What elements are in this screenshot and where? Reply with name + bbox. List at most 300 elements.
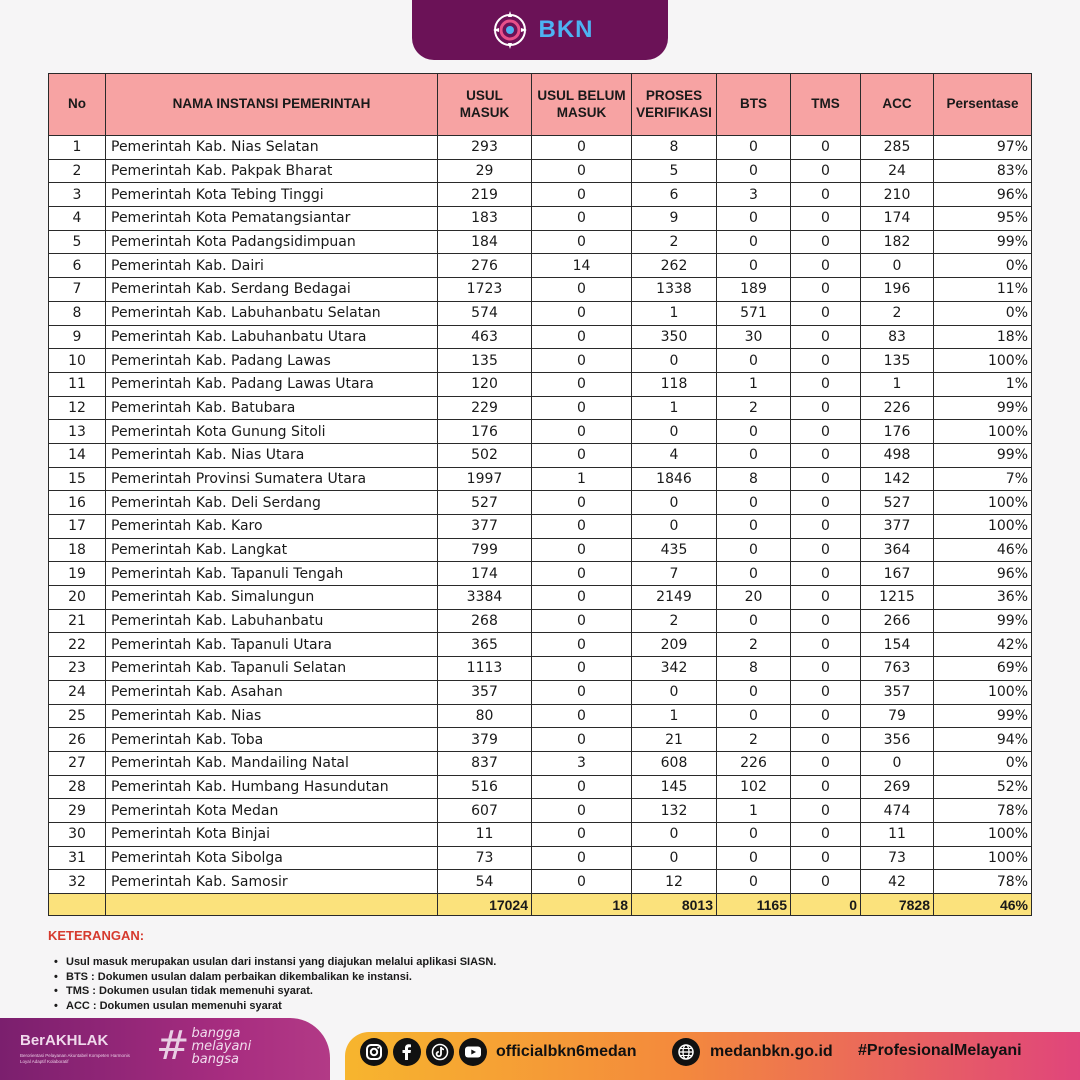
- cell-usul-belum-masuk: 0: [532, 728, 632, 752]
- cell-usul-masuk: 73: [438, 846, 532, 870]
- cell-no: 14: [49, 443, 106, 467]
- cell-persentase: 96%: [934, 183, 1032, 207]
- note-item: • BTS : Dokumen usulan dalam perbaikan dikembalikan ke instansi.: [54, 970, 748, 985]
- cell-tms: 0: [791, 230, 861, 254]
- col-header-acc: ACC: [861, 74, 934, 136]
- cell-tms: 0: [791, 775, 861, 799]
- cell-usul-masuk: 176: [438, 420, 532, 444]
- table-total-row: [49, 894, 1032, 916]
- cell-persentase: 7%: [934, 467, 1032, 491]
- cell-proses-verifikasi: 608: [632, 751, 717, 775]
- cell-instansi: Pemerintah Kab. Toba: [106, 728, 438, 752]
- cell-bts: 0: [717, 136, 791, 160]
- note-item: • TMS : Dokumen usulan tidak memenuhi syarat.: [54, 984, 748, 999]
- footer-left-panel: [0, 1018, 330, 1080]
- cell-instansi: Pemerintah Kab. Nias: [106, 704, 438, 728]
- cell-acc: 174: [861, 207, 934, 231]
- cell-usul-masuk: 276: [438, 254, 532, 278]
- cell-no: 16: [49, 491, 106, 515]
- globe-icon: [672, 1038, 700, 1066]
- cell-persentase: 99%: [934, 396, 1032, 420]
- cell-no: 21: [49, 609, 106, 633]
- cell-persentase: 1%: [934, 372, 1032, 396]
- cell-usul-belum-masuk: 0: [532, 207, 632, 231]
- table-header-row: [49, 74, 1032, 136]
- cell-proses-verifikasi: 209: [632, 633, 717, 657]
- footer-bar: [0, 1018, 1080, 1080]
- cell-tms: 0: [791, 822, 861, 846]
- table-row: [49, 301, 1032, 325]
- total-acc: 7828: [861, 894, 934, 916]
- cell-usul-belum-masuk: 0: [532, 822, 632, 846]
- cell-bts: 0: [717, 420, 791, 444]
- cell-usul-masuk: 293: [438, 136, 532, 160]
- cell-persentase: 100%: [934, 680, 1032, 704]
- cell-no: 25: [49, 704, 106, 728]
- cell-proses-verifikasi: 6: [632, 183, 717, 207]
- cell-bts: 102: [717, 775, 791, 799]
- table-row: [49, 372, 1032, 396]
- hashtag-text: #ProfesionalMelayani: [858, 1042, 1022, 1059]
- cell-instansi: Pemerintah Kab. Labuhanbatu Utara: [106, 325, 438, 349]
- cell-usul-masuk: 837: [438, 751, 532, 775]
- cell-persentase: 99%: [934, 230, 1032, 254]
- cell-usul-belum-masuk: 3: [532, 751, 632, 775]
- table-row: [49, 586, 1032, 610]
- cell-usul-belum-masuk: 0: [532, 846, 632, 870]
- cell-proses-verifikasi: 21: [632, 728, 717, 752]
- cell-bts: 0: [717, 704, 791, 728]
- cell-persentase: 78%: [934, 799, 1032, 823]
- total-usul-belum-masuk: 18: [532, 894, 632, 916]
- cell-instansi: Pemerintah Kab. Deli Serdang: [106, 491, 438, 515]
- cell-no: 32: [49, 870, 106, 894]
- social-links: [360, 1038, 636, 1066]
- cell-acc: 0: [861, 254, 934, 278]
- cell-proses-verifikasi: 262: [632, 254, 717, 278]
- cell-no: 8: [49, 301, 106, 325]
- col-header-no: No: [49, 74, 106, 136]
- cell-usul-belum-masuk: 0: [532, 870, 632, 894]
- cell-tms: 0: [791, 136, 861, 160]
- cell-acc: 498: [861, 443, 934, 467]
- table-row: [49, 609, 1032, 633]
- cell-tms: 0: [791, 680, 861, 704]
- cell-usul-belum-masuk: 0: [532, 775, 632, 799]
- cell-bts: 20: [717, 586, 791, 610]
- cell-persentase: 99%: [934, 443, 1032, 467]
- cell-proses-verifikasi: 0: [632, 822, 717, 846]
- table-body: [49, 136, 1032, 894]
- cell-proses-verifikasi: 132: [632, 799, 717, 823]
- cell-bts: 0: [717, 562, 791, 586]
- cell-proses-verifikasi: 1: [632, 301, 717, 325]
- cell-usul-masuk: 268: [438, 609, 532, 633]
- cell-acc: 266: [861, 609, 934, 633]
- cell-bts: 1: [717, 372, 791, 396]
- cell-tms: 0: [791, 301, 861, 325]
- cell-tms: 0: [791, 538, 861, 562]
- cell-no: 27: [49, 751, 106, 775]
- cell-persentase: 46%: [934, 538, 1032, 562]
- cell-instansi: Pemerintah Provinsi Sumatera Utara: [106, 467, 438, 491]
- total-cell-instansi: [106, 894, 438, 916]
- table-row: [49, 396, 1032, 420]
- cell-tms: 0: [791, 633, 861, 657]
- cell-acc: 269: [861, 775, 934, 799]
- cell-proses-verifikasi: 1: [632, 396, 717, 420]
- cell-usul-masuk: 11: [438, 822, 532, 846]
- cell-proses-verifikasi: 0: [632, 846, 717, 870]
- cell-tms: 0: [791, 728, 861, 752]
- cell-tms: 0: [791, 657, 861, 681]
- cell-bts: 0: [717, 159, 791, 183]
- cell-no: 4: [49, 207, 106, 231]
- cell-usul-masuk: 120: [438, 372, 532, 396]
- cell-usul-belum-masuk: 0: [532, 183, 632, 207]
- cell-no: 12: [49, 396, 106, 420]
- cell-proses-verifikasi: 0: [632, 491, 717, 515]
- cell-bts: 30: [717, 325, 791, 349]
- cell-persentase: 95%: [934, 207, 1032, 231]
- cell-usul-masuk: 357: [438, 680, 532, 704]
- tiktok-icon[interactable]: [426, 1038, 454, 1066]
- cell-usul-masuk: 502: [438, 443, 532, 467]
- cell-instansi: Pemerintah Kab. Tapanuli Utara: [106, 633, 438, 657]
- cell-tms: 0: [791, 372, 861, 396]
- table-row: [49, 515, 1032, 539]
- cell-usul-masuk: 377: [438, 515, 532, 539]
- cell-tms: 0: [791, 704, 861, 728]
- cell-usul-belum-masuk: 0: [532, 680, 632, 704]
- cell-no: 19: [49, 562, 106, 586]
- cell-usul-belum-masuk: 0: [532, 562, 632, 586]
- cell-persentase: 0%: [934, 751, 1032, 775]
- cell-proses-verifikasi: 7: [632, 562, 717, 586]
- cell-proses-verifikasi: 5: [632, 159, 717, 183]
- cell-acc: 0: [861, 751, 934, 775]
- table-row: [49, 680, 1032, 704]
- cell-persentase: 99%: [934, 609, 1032, 633]
- cell-instansi: Pemerintah Kota Tebing Tinggi: [106, 183, 438, 207]
- table-row: [49, 136, 1032, 160]
- table-row: [49, 159, 1032, 183]
- cell-instansi: Pemerintah Kab. Padang Lawas: [106, 349, 438, 373]
- website-url[interactable]: medanbkn.go.id: [710, 1043, 833, 1060]
- berakhlak-tagline: Berorientasi Pelayanan Akuntabel Kompeten Harmonis Loyal Adaptif Kolaboratif: [20, 1053, 130, 1064]
- col-header-tms: TMS: [791, 74, 861, 136]
- cell-tms: 0: [791, 562, 861, 586]
- cell-usul-belum-masuk: 0: [532, 325, 632, 349]
- notes-list: [54, 955, 748, 1013]
- cell-instansi: Pemerintah Kab. Labuhanbatu Selatan: [106, 301, 438, 325]
- cell-usul-belum-masuk: 0: [532, 491, 632, 515]
- cell-no: 17: [49, 515, 106, 539]
- cell-bts: 0: [717, 538, 791, 562]
- cell-usul-masuk: 379: [438, 728, 532, 752]
- cell-acc: 182: [861, 230, 934, 254]
- website-link[interactable]: [672, 1038, 833, 1066]
- cell-no: 29: [49, 799, 106, 823]
- total-proses-verifikasi: 8013: [632, 894, 717, 916]
- cell-persentase: 99%: [934, 704, 1032, 728]
- cell-no: 10: [49, 349, 106, 373]
- bangga-line: bangsa: [191, 1051, 239, 1067]
- cell-usul-masuk: 80: [438, 704, 532, 728]
- cell-instansi: Pemerintah Kota Padangsidimpuan: [106, 230, 438, 254]
- cell-tms: 0: [791, 515, 861, 539]
- cell-instansi: Pemerintah Kab. Samosir: [106, 870, 438, 894]
- cell-no: 22: [49, 633, 106, 657]
- cell-bts: 226: [717, 751, 791, 775]
- cell-tms: 0: [791, 325, 861, 349]
- cell-usul-masuk: 1113: [438, 657, 532, 681]
- total-bts: 1165: [717, 894, 791, 916]
- cell-no: 18: [49, 538, 106, 562]
- cell-no: 28: [49, 775, 106, 799]
- cell-tms: 0: [791, 349, 861, 373]
- bangga-line: melayani: [191, 1038, 252, 1054]
- cell-bts: 8: [717, 657, 791, 681]
- cell-acc: 176: [861, 420, 934, 444]
- total-persentase: 46%: [934, 894, 1032, 916]
- cell-no: 26: [49, 728, 106, 752]
- cell-no: 9: [49, 325, 106, 349]
- cell-no: 23: [49, 657, 106, 681]
- table-row: [49, 846, 1032, 870]
- cell-usul-masuk: 184: [438, 230, 532, 254]
- cell-instansi: Pemerintah Kab. Pakpak Bharat: [106, 159, 438, 183]
- cell-usul-belum-masuk: 0: [532, 633, 632, 657]
- cell-usul-masuk: 799: [438, 538, 532, 562]
- cell-no: 1: [49, 136, 106, 160]
- cell-bts: 0: [717, 680, 791, 704]
- cell-bts: 2: [717, 633, 791, 657]
- cell-tms: 0: [791, 396, 861, 420]
- cell-bts: 0: [717, 822, 791, 846]
- table-row: [49, 775, 1032, 799]
- youtube-icon[interactable]: [459, 1038, 487, 1066]
- cell-usul-masuk: 574: [438, 301, 532, 325]
- cell-usul-belum-masuk: 0: [532, 301, 632, 325]
- cell-acc: 357: [861, 680, 934, 704]
- cell-usul-masuk: 219: [438, 183, 532, 207]
- cell-acc: 377: [861, 515, 934, 539]
- cell-acc: 79: [861, 704, 934, 728]
- cell-proses-verifikasi: 1: [632, 704, 717, 728]
- cell-usul-belum-masuk: 14: [532, 254, 632, 278]
- cell-bts: 2: [717, 396, 791, 420]
- cell-proses-verifikasi: 1338: [632, 278, 717, 302]
- notes-section: [48, 928, 748, 1013]
- cell-proses-verifikasi: 350: [632, 325, 717, 349]
- table-row: [49, 633, 1032, 657]
- cell-tms: 0: [791, 609, 861, 633]
- cell-usul-belum-masuk: 0: [532, 799, 632, 823]
- cell-instansi: Pemerintah Kab. Nias Utara: [106, 443, 438, 467]
- cell-proses-verifikasi: 4: [632, 443, 717, 467]
- cell-usul-belum-masuk: 1: [532, 467, 632, 491]
- cell-bts: 0: [717, 491, 791, 515]
- cell-usul-belum-masuk: 0: [532, 136, 632, 160]
- cell-bts: 189: [717, 278, 791, 302]
- total-usul-masuk: 17024: [438, 894, 532, 916]
- cell-bts: 0: [717, 349, 791, 373]
- cell-instansi: Pemerintah Kab. Asahan: [106, 680, 438, 704]
- cell-proses-verifikasi: 0: [632, 349, 717, 373]
- cell-proses-verifikasi: 0: [632, 515, 717, 539]
- cell-proses-verifikasi: 1846: [632, 467, 717, 491]
- bkn-logo-tab: [412, 0, 668, 60]
- cell-usul-belum-masuk: 0: [532, 159, 632, 183]
- cell-no: 3: [49, 183, 106, 207]
- cell-instansi: Pemerintah Kab. Serdang Bedagai: [106, 278, 438, 302]
- cell-tms: 0: [791, 846, 861, 870]
- cell-usul-belum-masuk: 0: [532, 349, 632, 373]
- cell-persentase: 96%: [934, 562, 1032, 586]
- col-header-bts: BTS: [717, 74, 791, 136]
- cell-tms: 0: [791, 586, 861, 610]
- table-row: [49, 538, 1032, 562]
- recap-table: [48, 73, 1032, 916]
- cell-no: 7: [49, 278, 106, 302]
- table-row: [49, 870, 1032, 894]
- cell-usul-masuk: 365: [438, 633, 532, 657]
- table-row: [49, 278, 1032, 302]
- cell-persentase: 11%: [934, 278, 1032, 302]
- cell-instansi: Pemerintah Kab. Nias Selatan: [106, 136, 438, 160]
- hash-icon: #: [156, 1023, 190, 1069]
- cell-acc: 135: [861, 349, 934, 373]
- table-row: [49, 230, 1032, 254]
- cell-usul-belum-masuk: 0: [532, 396, 632, 420]
- cell-bts: 0: [717, 846, 791, 870]
- cell-persentase: 100%: [934, 349, 1032, 373]
- cell-bts: 0: [717, 254, 791, 278]
- note-item: • Usul masuk merupakan usulan dari instansi yang diajukan melalui aplikasi SIASN.: [54, 955, 748, 970]
- cell-instansi: Pemerintah Kab. Batubara: [106, 396, 438, 420]
- facebook-icon[interactable]: [393, 1038, 421, 1066]
- cell-persentase: 0%: [934, 301, 1032, 325]
- cell-proses-verifikasi: 2: [632, 609, 717, 633]
- cell-no: 31: [49, 846, 106, 870]
- cell-usul-belum-masuk: 0: [532, 420, 632, 444]
- cell-instansi: Pemerintah Kab. Langkat: [106, 538, 438, 562]
- cell-acc: 364: [861, 538, 934, 562]
- cell-acc: 763: [861, 657, 934, 681]
- cell-usul-masuk: 463: [438, 325, 532, 349]
- cell-usul-belum-masuk: 0: [532, 704, 632, 728]
- cell-usul-masuk: 54: [438, 870, 532, 894]
- cell-instansi: Pemerintah Kab. Padang Lawas Utara: [106, 372, 438, 396]
- table-row: [49, 657, 1032, 681]
- notes-title: KETERANGAN:: [48, 928, 145, 943]
- cell-usul-masuk: 174: [438, 562, 532, 586]
- cell-usul-masuk: 135: [438, 349, 532, 373]
- cell-instansi: Pemerintah Kab. Karo: [106, 515, 438, 539]
- cell-tms: 0: [791, 207, 861, 231]
- cell-bts: 3: [717, 183, 791, 207]
- bangga-melayani-logo: [156, 1023, 252, 1069]
- cell-persentase: 83%: [934, 159, 1032, 183]
- social-handle[interactable]: officialbkn6medan: [496, 1043, 637, 1060]
- total-tms: 0: [791, 894, 861, 916]
- cell-acc: 2: [861, 301, 934, 325]
- cell-instansi: Pemerintah Kota Sibolga: [106, 846, 438, 870]
- cell-acc: 356: [861, 728, 934, 752]
- cell-tms: 0: [791, 159, 861, 183]
- cell-proses-verifikasi: 0: [632, 680, 717, 704]
- col-header-persentase: Persentase: [934, 74, 1032, 136]
- cell-usul-belum-masuk: 0: [532, 372, 632, 396]
- table-row: [49, 751, 1032, 775]
- cell-instansi: Pemerintah Kota Pematangsiantar: [106, 207, 438, 231]
- cell-acc: 1215: [861, 586, 934, 610]
- cell-no: 11: [49, 372, 106, 396]
- cell-proses-verifikasi: 0: [632, 420, 717, 444]
- cell-no: 24: [49, 680, 106, 704]
- cell-bts: 0: [717, 207, 791, 231]
- cell-persentase: 78%: [934, 870, 1032, 894]
- table-row: [49, 183, 1032, 207]
- instagram-icon[interactable]: [360, 1038, 388, 1066]
- cell-instansi: Pemerintah Kab. Tapanuli Selatan: [106, 657, 438, 681]
- cell-persentase: 100%: [934, 420, 1032, 444]
- cell-no: 15: [49, 467, 106, 491]
- cell-persentase: 100%: [934, 822, 1032, 846]
- cell-usul-masuk: 516: [438, 775, 532, 799]
- cell-persentase: 94%: [934, 728, 1032, 752]
- table-row: [49, 491, 1032, 515]
- table-row: [49, 467, 1032, 491]
- cell-persentase: 0%: [934, 254, 1032, 278]
- cell-acc: 73: [861, 846, 934, 870]
- cell-persentase: 18%: [934, 325, 1032, 349]
- table-row: [49, 207, 1032, 231]
- cell-acc: 167: [861, 562, 934, 586]
- cell-bts: 571: [717, 301, 791, 325]
- table-row: [49, 254, 1032, 278]
- cell-instansi: Pemerintah Kab. Simalungun: [106, 586, 438, 610]
- cell-usul-belum-masuk: 0: [532, 230, 632, 254]
- cell-instansi: Pemerintah Kab. Dairi: [106, 254, 438, 278]
- cell-tms: 0: [791, 420, 861, 444]
- cell-proses-verifikasi: 12: [632, 870, 717, 894]
- cell-proses-verifikasi: 435: [632, 538, 717, 562]
- cell-acc: 474: [861, 799, 934, 823]
- cell-usul-belum-masuk: 0: [532, 657, 632, 681]
- cell-usul-masuk: 1997: [438, 467, 532, 491]
- cell-persentase: 69%: [934, 657, 1032, 681]
- cell-bts: 0: [717, 443, 791, 467]
- bkn-logo-text: BKN: [538, 16, 594, 43]
- cell-bts: 0: [717, 515, 791, 539]
- cell-tms: 0: [791, 183, 861, 207]
- cell-acc: 285: [861, 136, 934, 160]
- cell-acc: 226: [861, 396, 934, 420]
- cell-instansi: Pemerintah Kota Binjai: [106, 822, 438, 846]
- cell-acc: 11: [861, 822, 934, 846]
- cell-instansi: Pemerintah Kab. Labuhanbatu: [106, 609, 438, 633]
- cell-usul-masuk: 229: [438, 396, 532, 420]
- cell-instansi: Pemerintah Kab. Mandailing Natal: [106, 751, 438, 775]
- cell-acc: 1: [861, 372, 934, 396]
- cell-acc: 24: [861, 159, 934, 183]
- cell-proses-verifikasi: 9: [632, 207, 717, 231]
- cell-usul-masuk: 527: [438, 491, 532, 515]
- cell-instansi: Pemerintah Kota Medan: [106, 799, 438, 823]
- cell-persentase: 97%: [934, 136, 1032, 160]
